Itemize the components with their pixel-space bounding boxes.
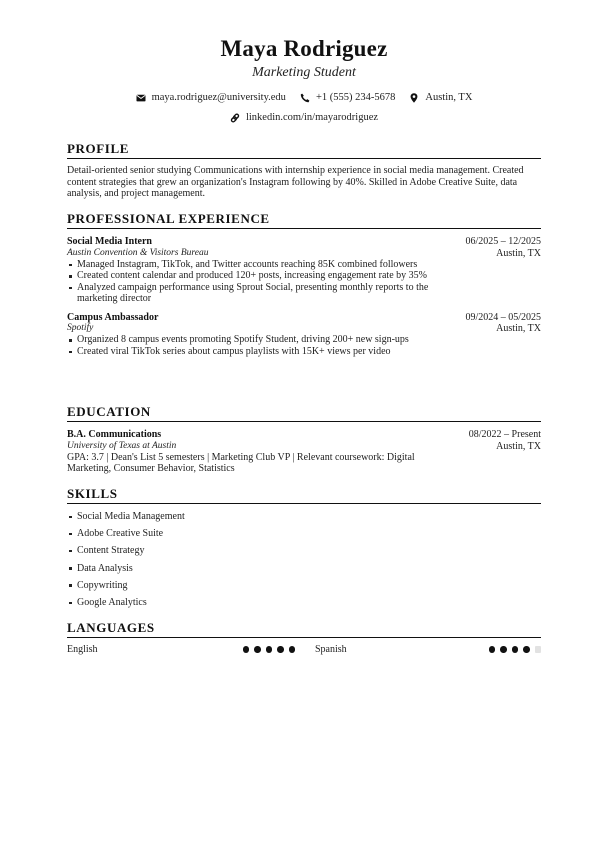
candidate-name: Maya Rodriguez — [220, 36, 388, 61]
company-name: Austin Convention & Visitors Bureau — [67, 247, 209, 258]
education-entry — [67, 429, 541, 475]
dot-filled-icon — [243, 646, 250, 653]
job-title: Campus Ambassador — [67, 311, 159, 323]
job-title: Social Media Intern — [67, 236, 152, 247]
degree: B.A. Communications — [67, 429, 162, 440]
dot-filled-icon — [489, 646, 496, 653]
section-divider — [67, 228, 541, 229]
experience-section — [67, 211, 541, 357]
education-section — [67, 404, 541, 475]
proficiency-dots — [243, 646, 296, 653]
section-title-profile: PROFILE — [67, 141, 129, 156]
dot-filled-icon — [523, 646, 530, 653]
skills-section — [67, 486, 541, 611]
school-name: University of Texas at Austin — [67, 440, 177, 451]
skill-item: Social Media Management — [67, 508, 541, 525]
dot-filled-icon — [500, 646, 507, 653]
resume-page — [67, 0, 541, 655]
section-divider — [67, 503, 541, 504]
bullet-item: Created content calendar and produced 120+ posts, increasing engagement rate by 35% — [67, 270, 437, 282]
education-details: GPA: 3.7 | Dean's List 5 semesters | Marketing Club VP | Relevant coursework: Digital Marketing, Consumer Behavior, Statistics — [67, 451, 415, 474]
language-spanish — [315, 643, 541, 656]
job-location: Austin, TX — [496, 323, 541, 334]
experience-entry — [67, 312, 541, 358]
skill-item: Content Strategy — [67, 542, 541, 559]
experience-entry — [67, 236, 541, 305]
job-dates: 06/2025 – 12/2025 — [465, 236, 541, 247]
contact-email[interactable] — [136, 91, 286, 105]
contact-phone[interactable] — [300, 91, 395, 105]
dot-filled-icon — [277, 646, 284, 653]
linkedin-text: linkedin.com/in/mayarodriguez — [245, 112, 379, 123]
section-title-skills: SKILLS — [67, 486, 118, 501]
job-location: Austin, TX — [496, 247, 541, 259]
dot-filled-icon — [266, 646, 273, 653]
education-location: Austin, TX — [496, 440, 541, 452]
candidate-subtitle: Marketing Student — [252, 65, 356, 80]
contact-linkedin[interactable] — [230, 111, 378, 125]
contact-location — [409, 91, 472, 105]
section-title-education: EDUCATION — [67, 404, 151, 419]
dot-filled-icon — [512, 646, 519, 653]
location-text: Austin, TX — [425, 92, 473, 103]
contact-row-2 — [67, 111, 541, 125]
skill-item: Data Analysis — [67, 560, 541, 577]
section-divider — [67, 158, 541, 159]
skills-list — [67, 508, 541, 611]
map-pin-icon — [409, 93, 419, 103]
phone-text: +1 (555) 234-5678 — [315, 92, 396, 103]
link-icon — [230, 113, 240, 123]
language-english — [67, 643, 295, 656]
bullet-item: Managed Instagram, TikTok, and Twitter accounts reaching 85K combined followers — [67, 259, 437, 271]
phone-icon — [300, 93, 310, 103]
education-dates: 08/2022 – Present — [468, 429, 541, 440]
bullet-item: Organized 8 campus events promoting Spotify Student, driving 200+ new sign-ups — [67, 334, 437, 346]
contact-row — [67, 91, 541, 105]
language-name: Spanish — [315, 644, 347, 655]
envelope-icon — [136, 93, 146, 103]
resume-header — [67, 0, 541, 125]
dot-filled-icon — [289, 646, 296, 653]
section-divider — [67, 421, 541, 422]
skill-item: Google Analytics — [67, 594, 541, 611]
section-title-experience: PROFESSIONAL EXPERIENCE — [67, 211, 270, 226]
section-divider — [67, 637, 541, 638]
languages-section — [67, 620, 541, 656]
profile-summary: Detail-oriented senior studying Communications with internship experience in social media management. Created content strategies that grew an organization's Instagram following by 40%. Skilled in Adobe Creative Suite, data analysis, and project management. — [67, 165, 524, 199]
profile-section — [67, 141, 541, 200]
email-text: maya.rodriguez@university.edu — [151, 92, 286, 103]
section-title-languages: LANGUAGES — [67, 620, 155, 635]
company-name: Spotify — [67, 323, 94, 333]
skill-item: Copywriting — [67, 577, 541, 594]
skill-item: Adobe Creative Suite — [67, 525, 541, 542]
job-meta — [465, 312, 541, 335]
language-name: English — [67, 644, 98, 655]
proficiency-dots — [489, 646, 542, 653]
languages-row — [67, 643, 541, 656]
job-bullets — [67, 334, 437, 357]
bullet-item: Created viral TikTok series about campus playlists with 15K+ views per video — [67, 346, 437, 358]
job-dates: 09/2024 – 05/2025 — [465, 311, 541, 323]
dot-empty-icon — [535, 646, 542, 653]
job-meta — [465, 236, 541, 259]
dot-filled-icon — [254, 646, 261, 653]
education-meta — [469, 429, 541, 452]
job-bullets — [67, 259, 437, 305]
bullet-item: Analyzed campaign performance using Sprout Social, presenting monthly reports to the marketing director — [67, 282, 437, 305]
